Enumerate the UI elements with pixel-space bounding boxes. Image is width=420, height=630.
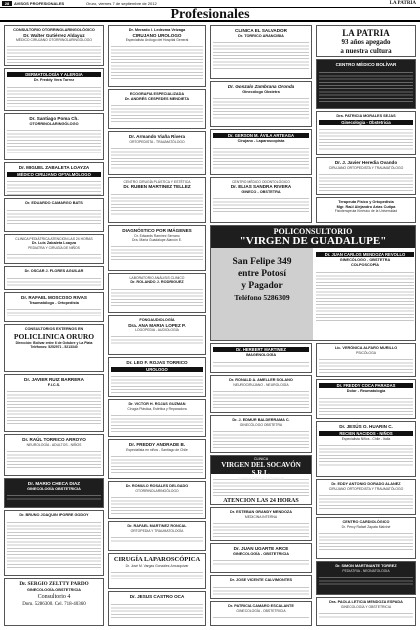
ad-huarin bbox=[316, 421, 416, 477]
ad-alfaro bbox=[316, 343, 416, 377]
ad-cespedes bbox=[108, 89, 206, 129]
ad-heading: ECOGRAFIA ESPECIALIZADA bbox=[129, 92, 185, 96]
ad-body-text bbox=[7, 128, 101, 153]
clinic-name: CLINICA EL SALVADOR bbox=[235, 28, 287, 33]
doctor-specialty: PSICÓLOGA bbox=[356, 350, 376, 355]
contact-phone: Dom. 5286300. Cel. 718-40360 bbox=[22, 601, 86, 607]
clinic-hours: ATENCION LAS 24 HORAS bbox=[223, 498, 299, 504]
ad-clinica-salvador bbox=[210, 25, 312, 79]
doctor-specialty: GINECÓLOGO OBSTETRA bbox=[239, 422, 283, 427]
doctor-name: Dr. MIGUEL ZABALETA LOAYZA bbox=[18, 165, 90, 170]
ad-body-text bbox=[111, 192, 203, 216]
ad-body-text bbox=[111, 103, 203, 123]
doctor-specialty: CIRUJANO ORTOPEDISTA Y TRAUMATÓLOGO bbox=[328, 165, 404, 170]
doctor-name: Dr. Santiago Poma Ch. bbox=[29, 116, 79, 121]
ad-gutierrez bbox=[4, 25, 104, 66]
doctor-name: Dr. RONALD A. AMELLER SOLANO bbox=[229, 378, 293, 382]
ad-body-text bbox=[7, 493, 101, 500]
ad-clinica-socavon bbox=[210, 455, 312, 505]
ad-heading: LABORATORIO ANÁLISIS CLINICO bbox=[129, 276, 185, 280]
slogan-line: a nuestra cultura bbox=[340, 46, 392, 55]
section-title-band bbox=[0, 7, 420, 22]
ad-body-text bbox=[319, 70, 413, 103]
doctor-name: Dr. MARIO CHECA DIAZ bbox=[27, 481, 81, 486]
doctor-specialty: GINECOLOGÍA - OBSTETRICIA bbox=[236, 608, 286, 613]
ad-body-text bbox=[111, 287, 203, 307]
ad-body-text bbox=[213, 196, 309, 212]
newspaper-brand: LA PATRIA bbox=[342, 28, 390, 38]
ad-body-text bbox=[319, 611, 413, 618]
slogan-line: 93 años apegado bbox=[341, 38, 391, 46]
doctor-specialty: F.I.C.S. bbox=[47, 382, 61, 387]
ad-mendoza-revollo bbox=[315, 250, 415, 340]
doctor-name: Dr. ROLANDO J. RODRIGUEZ bbox=[130, 280, 184, 285]
ad-camargo bbox=[4, 198, 104, 232]
ad-body-text bbox=[111, 602, 203, 619]
ad-flores bbox=[4, 266, 104, 290]
doctor-specialty: MÉDICO CIRUJANO OTORRINOLARINGÓLOGO bbox=[15, 38, 93, 43]
doctor-name: Dr. ANDRÉS CESPEDES MENDIETA bbox=[124, 96, 190, 101]
ad-fonoaudiologia bbox=[108, 315, 206, 355]
ad-zabaleta-miguel bbox=[4, 162, 104, 196]
doctor-specialty: PEDIATRA Y CIRUGÍA DE NIÑOS bbox=[28, 245, 80, 250]
clinic-phone: Teléfonos: 5252971 - 5213340 bbox=[30, 344, 78, 349]
doctor-name: Dr. JUAN CARLOS MENDOZA REVOLLO bbox=[316, 252, 414, 257]
clinic-name: VIRGEN DEL SOCAVÓN S.R.L. bbox=[221, 461, 301, 477]
doctor-subtitle: Especialista Urólogo del Hospital General bbox=[125, 38, 189, 43]
ad-body-text bbox=[319, 575, 413, 586]
ad-body-text bbox=[319, 443, 413, 466]
ad-heading: CENTRO MÉDICO ODONTOLÓGICO bbox=[232, 180, 290, 184]
clinic-subtitle: CONSULTORIOS EXTERNOS bbox=[237, 477, 285, 481]
ad-body-text bbox=[111, 244, 203, 262]
address-line: y Pagador bbox=[241, 281, 283, 291]
ad-body-text bbox=[213, 615, 309, 620]
ad-poma bbox=[4, 113, 104, 160]
ad-centro-cardiologico bbox=[316, 517, 416, 559]
ad-body-text bbox=[7, 449, 101, 471]
clinic-name: CENTRO CARDIOLÓGICO bbox=[342, 520, 390, 524]
doctor-specialty: GINECOLOGÍA-OBSTETRICIA bbox=[27, 588, 81, 592]
doctor-name: Dr. RUBEN MARTINEZ TELLEZ bbox=[123, 184, 191, 190]
ad-ledezma bbox=[108, 25, 206, 87]
address-line: San Felipe 349 bbox=[232, 257, 292, 267]
doctor-name: Mgr. Raúl Alejandro Arias Cutipa bbox=[336, 204, 396, 209]
ad-body-text bbox=[111, 570, 203, 579]
doctor-name: Dr. SERGIO ZELTTY PARDO bbox=[19, 581, 89, 587]
ad-body-text bbox=[7, 44, 101, 65]
doctor-name: Dr. SIMON MARTINANTE TORREZ bbox=[335, 564, 397, 568]
ad-body-text bbox=[213, 146, 309, 170]
ad-martinez-tellez bbox=[108, 177, 206, 223]
doctor-subspecialty: COLPOSCOPÍA bbox=[350, 263, 380, 267]
ad-checa bbox=[4, 478, 104, 508]
ad-body-text bbox=[111, 146, 203, 169]
doctor-specialty: CIRUJANO UROLOGO bbox=[132, 32, 182, 38]
policonsultorio-address-panel bbox=[211, 248, 313, 341]
ad-body-text bbox=[213, 40, 309, 69]
doctor-specialty: Dolor - Reumatología bbox=[346, 389, 386, 394]
ad-ruiz bbox=[4, 374, 104, 432]
doctor-name: Dra. ANA MARIA LOPEZ P. bbox=[128, 322, 186, 328]
ad-body-text bbox=[319, 357, 413, 374]
ad-avila bbox=[210, 129, 312, 175]
ad-body-text bbox=[319, 127, 413, 150]
doctor-specialty: ORTOPEDISTA - TRAUMATÓLOGO bbox=[129, 139, 185, 144]
doctor-specialty: Fisioterapeuta Kinésico de la Universidad bbox=[334, 209, 398, 214]
doctor-name: Dr. ELIAS SANDRA RIVERA bbox=[230, 184, 292, 190]
doctor-name: Dr. José M. Vargas González-Amusquivar bbox=[125, 564, 189, 568]
ad-policonsultorio-guadalupe bbox=[210, 225, 416, 341]
doctor-name: Dr. HERBERT MARTINEZ bbox=[213, 347, 309, 352]
ad-la-patria bbox=[316, 25, 416, 57]
doctor-name: Dr. OSCAR J. FLORES AGUILAR bbox=[24, 269, 84, 273]
socavon-banner bbox=[211, 456, 311, 481]
ad-body-text bbox=[7, 252, 101, 260]
doctor-specialty: IMAGENOLOGÍA bbox=[245, 353, 277, 358]
ad-body-text bbox=[213, 96, 309, 120]
doctor-name: Dr. JOSE VICENTE CALVIMONTES bbox=[229, 578, 293, 582]
doctor-specialty: ORTOPEDIA Y TRAUMATOLOGÍA bbox=[130, 528, 184, 533]
doctor-name: Dr. JAVIER RUIZ BARRERA bbox=[24, 377, 84, 382]
ad-body-text bbox=[319, 396, 413, 416]
doctor-name: Dr. J. EDMUR BALDERRAMA C. bbox=[232, 418, 290, 422]
doctor-name: Dr. EDDY ANTONIO DORADO ALANEZ bbox=[331, 482, 401, 486]
doctor-name: Dr. RAFAEL MARTINEZ RONCAL bbox=[127, 524, 187, 528]
doctor-name: Dr. FREDDY COCA PARADAS bbox=[319, 383, 413, 388]
doctor-name: Dra. PAOLA LETICIA MENDOZA ESPADA bbox=[329, 600, 403, 604]
ad-body-text bbox=[111, 454, 203, 474]
doctor-subspecialty: Especialista Niños - Chile - Italia bbox=[341, 437, 391, 441]
ad-body-text bbox=[7, 85, 101, 107]
ad-heading: CONSULTORIOS EXTERNOS EN bbox=[24, 327, 84, 331]
doctor-name: Dr. JESUS CASTRO OCA bbox=[129, 594, 185, 599]
doctor-specialty: Ginecólogo Obstetra bbox=[242, 89, 280, 94]
doctor-name: Dr. Merardo I. Ledezma Veizaga bbox=[128, 28, 186, 32]
ad-zeltty bbox=[4, 578, 104, 626]
doctor-specialty: OTORRINOLARINGÓLOGO bbox=[29, 121, 79, 126]
ad-body-text bbox=[111, 535, 203, 543]
doctor-name: Dr. Edwards Ramírez Serrano bbox=[134, 233, 180, 238]
doctor-specialty: GINECOLOGÍA - OBSTETRICIA bbox=[233, 551, 289, 556]
ad-zambrana bbox=[210, 81, 312, 127]
ad-moscoso bbox=[4, 292, 104, 322]
ad-body-text bbox=[111, 413, 203, 432]
newspaper-brand: LA PATRIA bbox=[389, 1, 416, 6]
ad-body-text bbox=[111, 44, 203, 80]
ad-arias bbox=[316, 197, 416, 223]
doctor-name: Dr. Armando Viaña Rivera bbox=[128, 134, 186, 139]
ad-body-text bbox=[7, 520, 101, 568]
ad-body-text bbox=[319, 531, 413, 553]
doctor-specialty: Cirugía Plástica, Estética y Reparadora bbox=[127, 406, 187, 411]
ad-body-text bbox=[213, 521, 309, 538]
ad-body-text bbox=[7, 179, 101, 196]
doctor-specialty: Ginecologia - Obstetricia bbox=[319, 120, 413, 125]
ad-grandy bbox=[210, 507, 312, 541]
doctor-specialty: RECIEN NACIDOS - NIÑOS bbox=[319, 431, 413, 436]
ad-ameller bbox=[210, 375, 312, 413]
doctor-name: Dr. ESTEBAN GRANDY MENDOZA bbox=[230, 510, 292, 514]
ad-herbert bbox=[210, 343, 312, 373]
doctor-specialty: GINECOLOGÍA Y OBSTETRICIA bbox=[340, 604, 392, 609]
ad-andrade bbox=[108, 439, 206, 479]
doctor-name: Dr. LEO F. ROJAS TORRICO bbox=[126, 360, 188, 365]
page-header bbox=[0, 0, 420, 7]
ad-body-text bbox=[7, 276, 101, 287]
ad-body-text bbox=[111, 374, 203, 394]
doctor-name: Dr. FREDDY ANDRADE B. bbox=[128, 442, 186, 447]
doctor-name: Dr. J. Javier Heredia Ovando bbox=[334, 160, 398, 165]
ad-body-text bbox=[7, 208, 101, 225]
doctor-name: Dr. RAFAEL MOSCOSO RIVAS bbox=[21, 295, 87, 300]
ad-mendoza-espada bbox=[316, 597, 416, 626]
section-label: AVISOS PROFESIONALES bbox=[14, 1, 65, 6]
ad-heading: CLINICA PEDIÁTRICA ATENCION LAS 24 HORAS bbox=[15, 237, 93, 241]
ad-martinez-roncal bbox=[108, 521, 206, 551]
ad-policlinica-oruro bbox=[4, 324, 104, 372]
ad-laboratorio bbox=[108, 273, 206, 313]
ad-dorado bbox=[316, 479, 416, 515]
doctor-specialty: GINECOLOGÍA OBSTETRICIA bbox=[27, 486, 81, 491]
ad-heading: FONOAUDIOLOGÍA bbox=[139, 318, 175, 322]
policonsultorio-name: "VIRGEN DE GUADALUPE" bbox=[239, 235, 387, 247]
ad-laparoscopica bbox=[108, 553, 206, 589]
doctor-name: Dra. PATRICIA MORALES SEJAS bbox=[336, 114, 396, 118]
ad-morales bbox=[316, 111, 416, 155]
ad-diagnostico-imagenes bbox=[108, 225, 206, 271]
doctor-specialty: CIRUJANO ORTOPEDISTA Y TRAUMATÓLOGO bbox=[328, 486, 404, 491]
clinic-name: POLICLINICA ORURO bbox=[13, 331, 95, 341]
doctor-specialty: PEDIATRIA - NEONATOLOGIA bbox=[342, 568, 390, 573]
doctor-specialty: Cirujano - Laparoscopista bbox=[237, 139, 285, 144]
ad-rojas-torrico bbox=[108, 357, 206, 397]
consultorio-number: Consultorio 4 bbox=[37, 593, 71, 600]
doctor-name: Dr. Freddy Vera Torrez bbox=[33, 78, 75, 83]
doctor-specialty: NEUROLOGÍA - ADULTOS - NIÑOS bbox=[26, 442, 82, 447]
doctor-name: Dr. EDUARDO CAMARGO BATS bbox=[25, 201, 83, 205]
doctor-specialty: MÉDICO CIRUJANO OFTALMÓLOGO bbox=[7, 172, 101, 177]
doctor-specialty: UROLOGO bbox=[111, 367, 203, 372]
doctor-specialty: OTORRINOLARINGÓLOGO bbox=[135, 488, 179, 493]
ad-body-text bbox=[316, 270, 414, 323]
doctor-specialty: GINECO - OBSTETRA bbox=[241, 189, 281, 194]
policonsultorio-phone: Teléfono 5286309 bbox=[234, 293, 290, 302]
ad-body-text bbox=[213, 585, 309, 596]
policonsultorio-title: POLICONSULTORIO bbox=[273, 227, 353, 236]
ad-body-text bbox=[111, 495, 203, 514]
ad-body-text bbox=[213, 558, 309, 565]
doctor-specialty: Traumatólogo - Ortopedista bbox=[29, 300, 79, 305]
ad-heading: CONSULTORIO OTORRINOLARINGOLÓGICO bbox=[13, 28, 95, 32]
clinic-label: CLINICA bbox=[253, 457, 269, 461]
ad-balderrama bbox=[210, 415, 312, 453]
ad-body-text bbox=[213, 429, 309, 448]
doctor-name: Dr. JUAN UGARTE ARCE bbox=[233, 546, 289, 551]
ad-camaro bbox=[210, 601, 312, 626]
doctor-name: Lic. VERÓNICA ALFARO MURILLO bbox=[334, 346, 398, 350]
doctor-name: Dr. VICTOR H. ROJAS GUZMAN bbox=[128, 402, 186, 406]
clinic-address: Dirección: Bolívar entre 6 de Octubre y La Plata bbox=[15, 340, 93, 345]
ad-body-text bbox=[213, 360, 309, 367]
doctor-name: Dra. María Guadalupe Alarcón E. bbox=[132, 237, 182, 242]
page-number: 28 bbox=[2, 1, 12, 6]
doctor-specialty: LOGOPEDIA - AUDIOLOGÍA bbox=[135, 328, 179, 333]
ad-body-text bbox=[213, 389, 309, 408]
ad-body-text bbox=[7, 307, 101, 315]
doctor-specialty: Especialista en niños - Santiago de Chile bbox=[126, 447, 188, 452]
ad-castro bbox=[108, 591, 206, 626]
ad-body-text bbox=[111, 334, 203, 344]
doctor-name: Dr. GERSON M. ÁVILA ARTEAGA bbox=[213, 133, 309, 138]
issue-date: Oruro, viernes 7 de septiembre de 2012 bbox=[86, 1, 157, 6]
doctor-name: Dr. Percy Rafael Zapata Malviné bbox=[341, 524, 391, 529]
ad-heading: DIAGNÓSTICO POR IMÁGENES bbox=[122, 228, 192, 233]
ad-sandra-rivera bbox=[210, 177, 312, 223]
doctor-name: Dr. Gonzalo Zambrana Oronda bbox=[227, 84, 295, 89]
ad-vera bbox=[4, 68, 104, 111]
policonsultorio-banner bbox=[211, 226, 415, 248]
ad-heading: CENTRO CIRUGÍA PLÁSTICA Y ESTÉTICA bbox=[123, 180, 191, 184]
doctor-name: Dr. TORRICO ARANCIBIA bbox=[238, 33, 284, 38]
doctor-specialty: NEUROCIRUJANO - NEUROLOGÍA bbox=[233, 382, 289, 387]
address-line: entre Potosí bbox=[237, 269, 287, 279]
ad-rojas-guzman bbox=[108, 399, 206, 437]
ad-body-text bbox=[7, 389, 101, 425]
ad-iporre bbox=[4, 510, 104, 576]
ad-centro-bolivar bbox=[316, 59, 416, 109]
ad-coca bbox=[316, 379, 416, 419]
ad-heading: CIRUGÍA LAPAROSCÓPICA bbox=[113, 556, 201, 563]
doctor-specialty: GINECÓLOGO - OBSTETRA bbox=[339, 258, 391, 263]
page-title: Profesionales bbox=[170, 7, 250, 22]
doctor-name: Dr. PATRICIA CAMARO ESCALANTE bbox=[228, 604, 294, 608]
doctor-name: Dr. BRUNO JOAQUIN IPORRE GODOY bbox=[19, 513, 89, 517]
ad-calvimontes bbox=[210, 575, 312, 599]
doctor-name: Dr. Luis Zabaleta Loayza bbox=[31, 241, 77, 246]
ad-torrico bbox=[4, 434, 104, 476]
ad-body-text bbox=[319, 172, 413, 191]
doctor-name: Dr. ROMULO ROSALES DELGADO bbox=[125, 484, 189, 488]
ad-rosales bbox=[108, 481, 206, 519]
ad-zabaleta-luis bbox=[4, 234, 104, 264]
doctor-specialty: MEDICINA INTERNA bbox=[244, 514, 278, 519]
doctor-name: Dr. RAÚL TORRICO ARROYO bbox=[22, 437, 86, 442]
doctor-name: Dr. Walter Gutiérrez Aldayuz bbox=[23, 32, 85, 38]
ad-martinante bbox=[316, 561, 416, 595]
doctor-name: Dr. JESÚS O. HUARIN C. bbox=[339, 424, 393, 429]
ad-heading: DERMATOLOGÍA Y ALERGIA bbox=[7, 72, 101, 77]
ad-ugarte bbox=[210, 543, 312, 573]
ad-body-text bbox=[319, 493, 413, 511]
ad-heading: Terapeuta Físico y Ortopedista bbox=[338, 200, 394, 204]
ad-heredia bbox=[316, 157, 416, 195]
clinic-name: CENTRO MÉDICO BOLÍVAR bbox=[335, 62, 397, 67]
ad-viana bbox=[108, 131, 206, 175]
